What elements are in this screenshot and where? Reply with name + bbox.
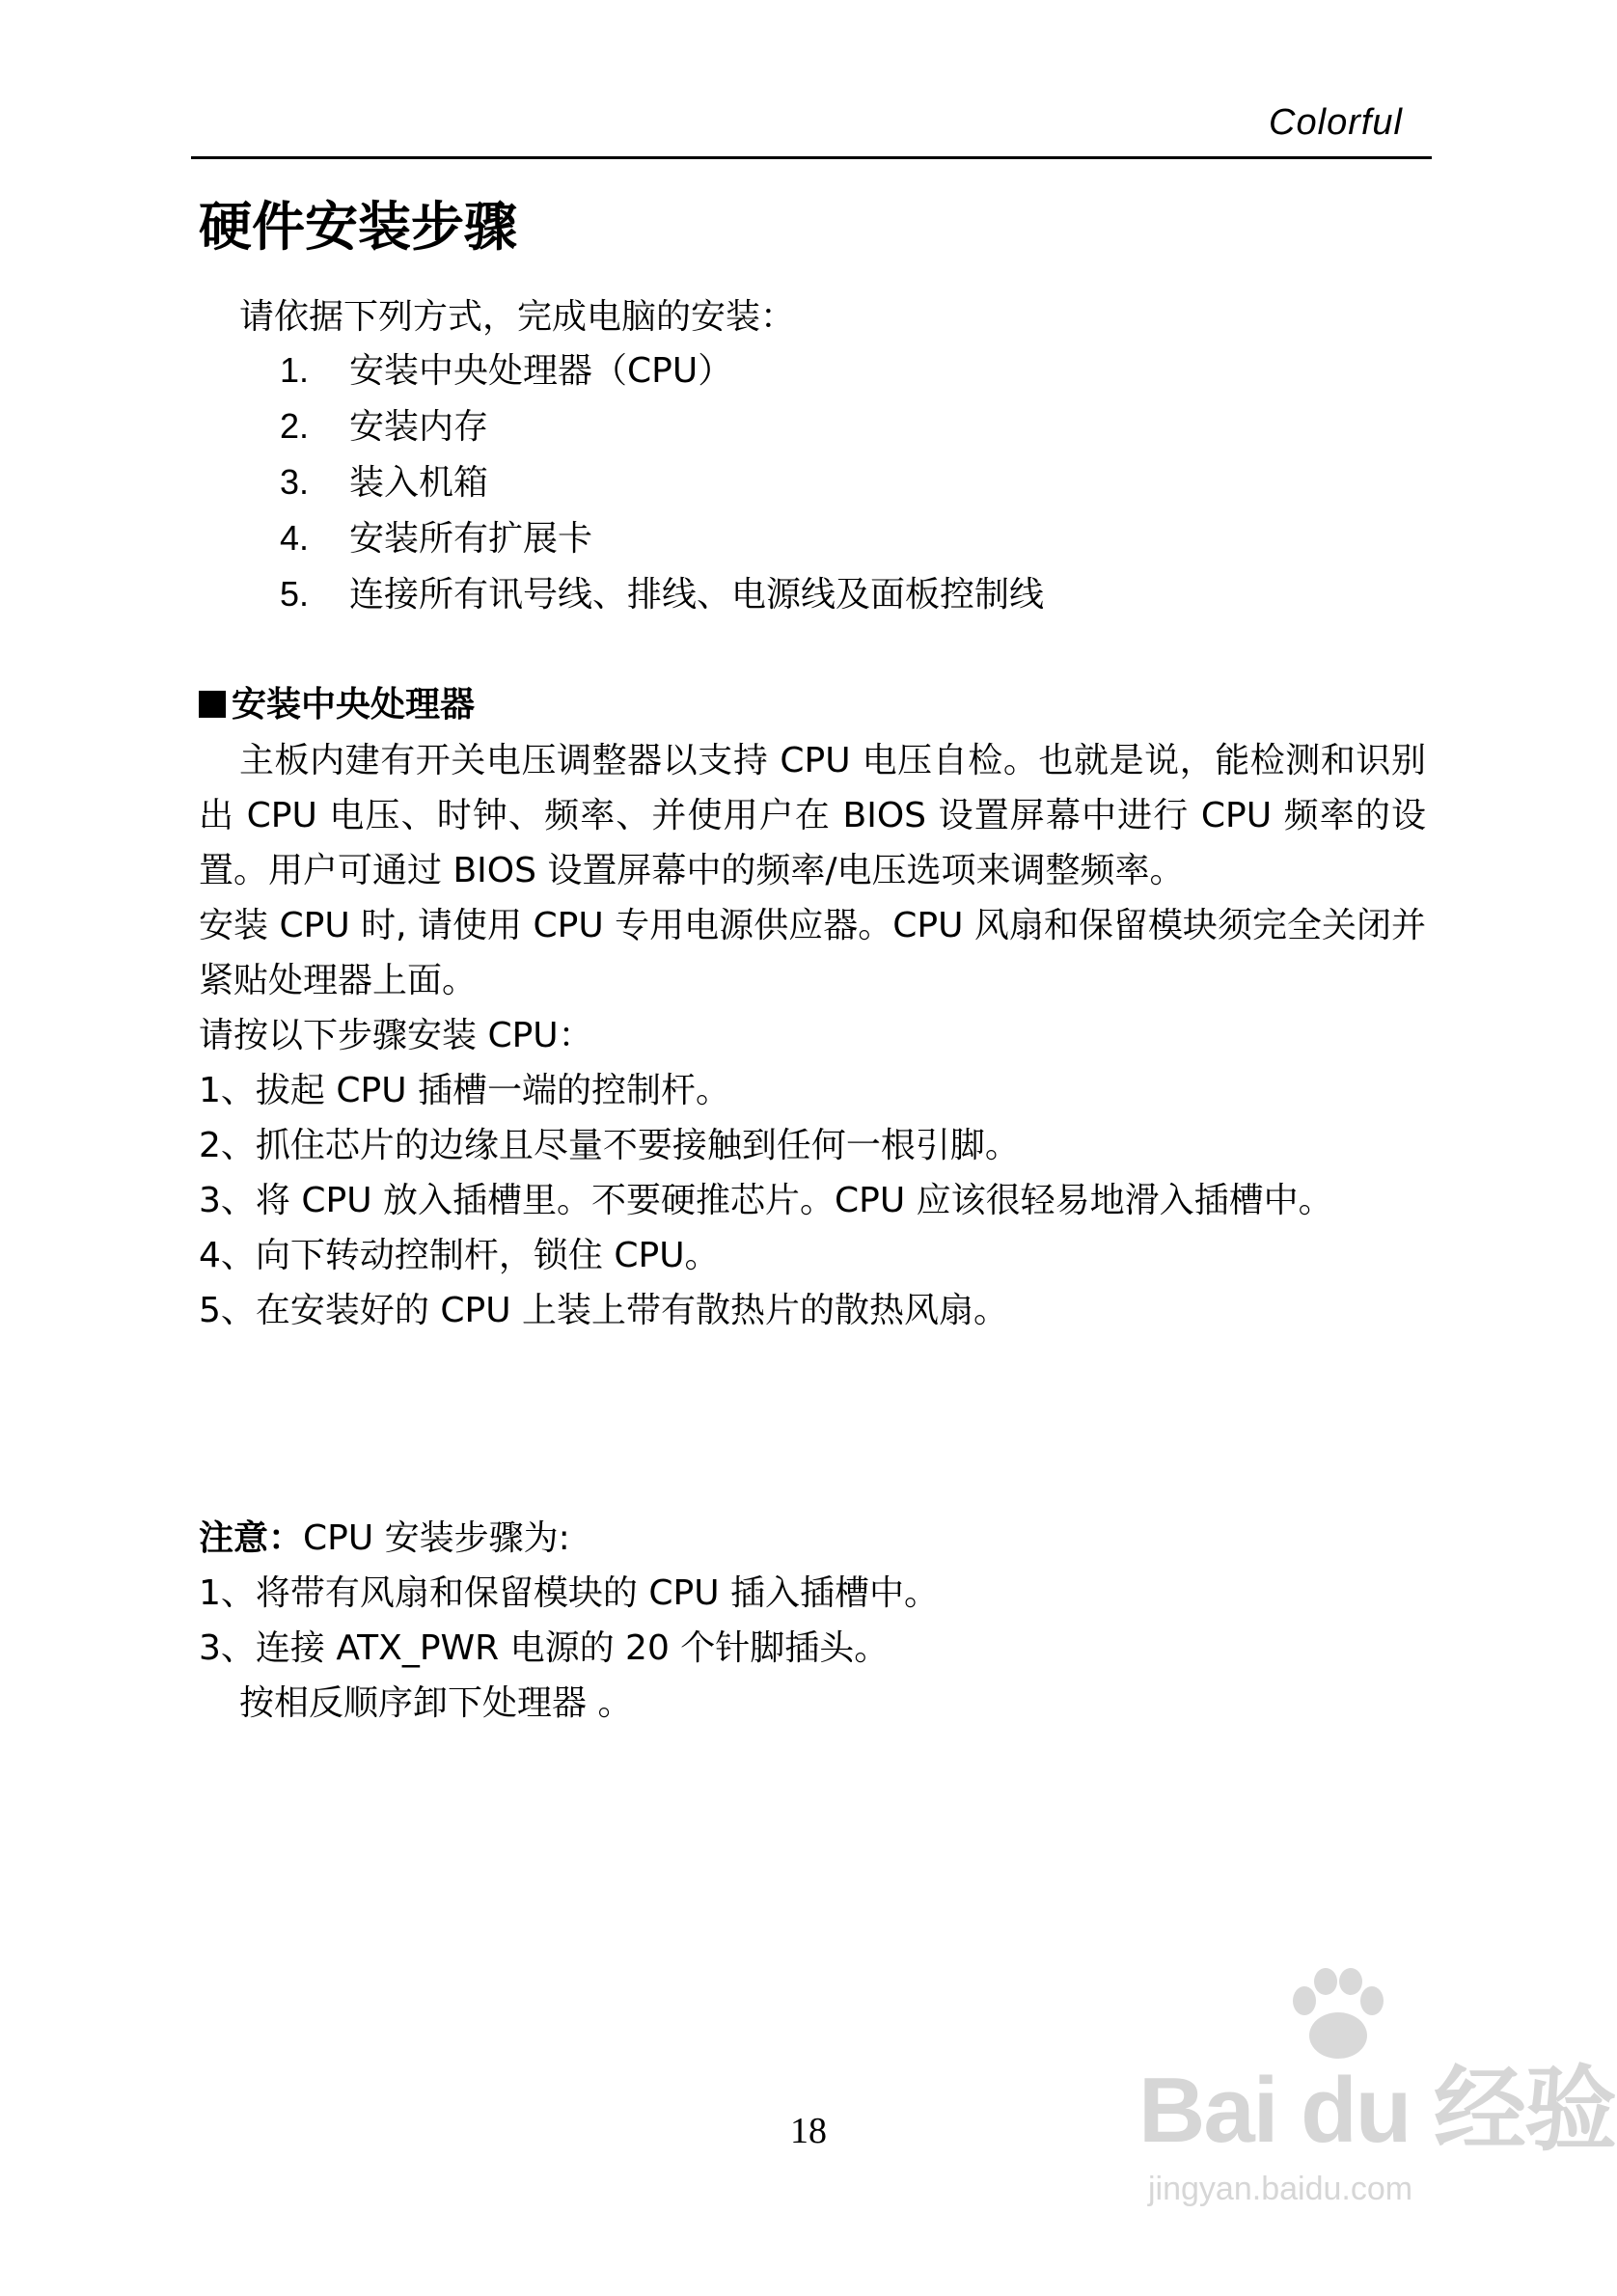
cpu-step: 4、向下转动控制杆，锁住 CPU。 [199, 1236, 720, 1275]
install-steps-list [280, 342, 1044, 622]
page-number: 18 [790, 2111, 827, 2151]
install-step [280, 566, 1044, 622]
cpu-step: 5、在安装好的 CPU 上装上带有散热片的散热风扇。 [199, 1291, 1008, 1330]
note-line: 3、连接 ATX_PWR 电源的 20 个针脚插头。 [199, 1628, 890, 1668]
step-text: 安装中央处理器（CPU） [349, 351, 733, 391]
note-block [199, 1511, 1426, 1731]
note-heading-text: CPU 安装步骤为: [303, 1518, 570, 1558]
cpu-paragraph-2: 安装 CPU 时, 请使用 CPU 专用电源供应器。CPU 风扇和保留模块须完全关闭并紧贴处理器上面。 [199, 906, 1426, 1000]
note-final-line: 按相反顺序卸下处理器 。 [239, 1683, 633, 1723]
page-title: 硬件安装步骤 [199, 196, 518, 258]
step-number: 2. [280, 406, 310, 446]
cpu-paragraph-1: 主板内建有开关电压调整器以支持 CPU 电压自检。也就是说，能检测和识别出 CPU 电压、时钟、频率、并使用户在 BIOS 设置屏幕中进行 CPU 频率的设置。用户可通过 BIOS 设置屏幕中的频率/电压选项来调整频率。 [199, 741, 1426, 890]
watermark-brand: Bai du 经验 [1138, 2059, 1616, 2162]
step-text: 连接所有讯号线、排线、电源线及面板控制线 [349, 575, 1045, 615]
cpu-step: 1、拔起 CPU 插槽一端的控制杆。 [199, 1071, 730, 1110]
step-number: 4. [280, 518, 310, 558]
step-number: 1. [280, 350, 310, 390]
watermark-url: jingyan.baidu.com [1148, 2171, 1413, 2207]
header-brand: Colorful [1269, 102, 1403, 143]
baidu-jingyan-watermark [1138, 1968, 1616, 2207]
intro-text: 请依据下列方式，完成电脑的安装： [239, 297, 796, 337]
step-number: 5. [280, 574, 310, 614]
note-heading [199, 1511, 1426, 1566]
install-step [280, 510, 1044, 566]
step-text: 安装所有扩展卡 [349, 519, 593, 559]
header-rule [191, 156, 1432, 159]
note-label: 注意： [199, 1518, 304, 1558]
cpu-steps-intro: 请按以下步骤安装 CPU： [199, 1016, 593, 1055]
note-line: 1、将带有风扇和保留模块的 CPU 插入插槽中。 [199, 1573, 939, 1613]
step-text: 安装内存 [349, 407, 489, 447]
cpu-section-body [199, 733, 1426, 1338]
step-number: 3. [280, 462, 310, 502]
cpu-section-heading-text: 安装中央处理器 [232, 685, 476, 724]
install-step [280, 398, 1044, 454]
cpu-section-heading [199, 681, 475, 729]
paw-icon [1283, 1968, 1389, 2064]
install-step [280, 342, 1044, 398]
cpu-step: 3、将 CPU 放入插槽里。不要硬推芯片。CPU 应该很轻易地滑入插槽中。 [199, 1181, 1333, 1220]
black-square-icon [199, 691, 226, 718]
step-text: 装入机箱 [349, 463, 489, 503]
install-step [280, 454, 1044, 510]
cpu-step: 2、抓住芯片的边缘且尽量不要接触到任何一根引脚。 [199, 1126, 1020, 1165]
